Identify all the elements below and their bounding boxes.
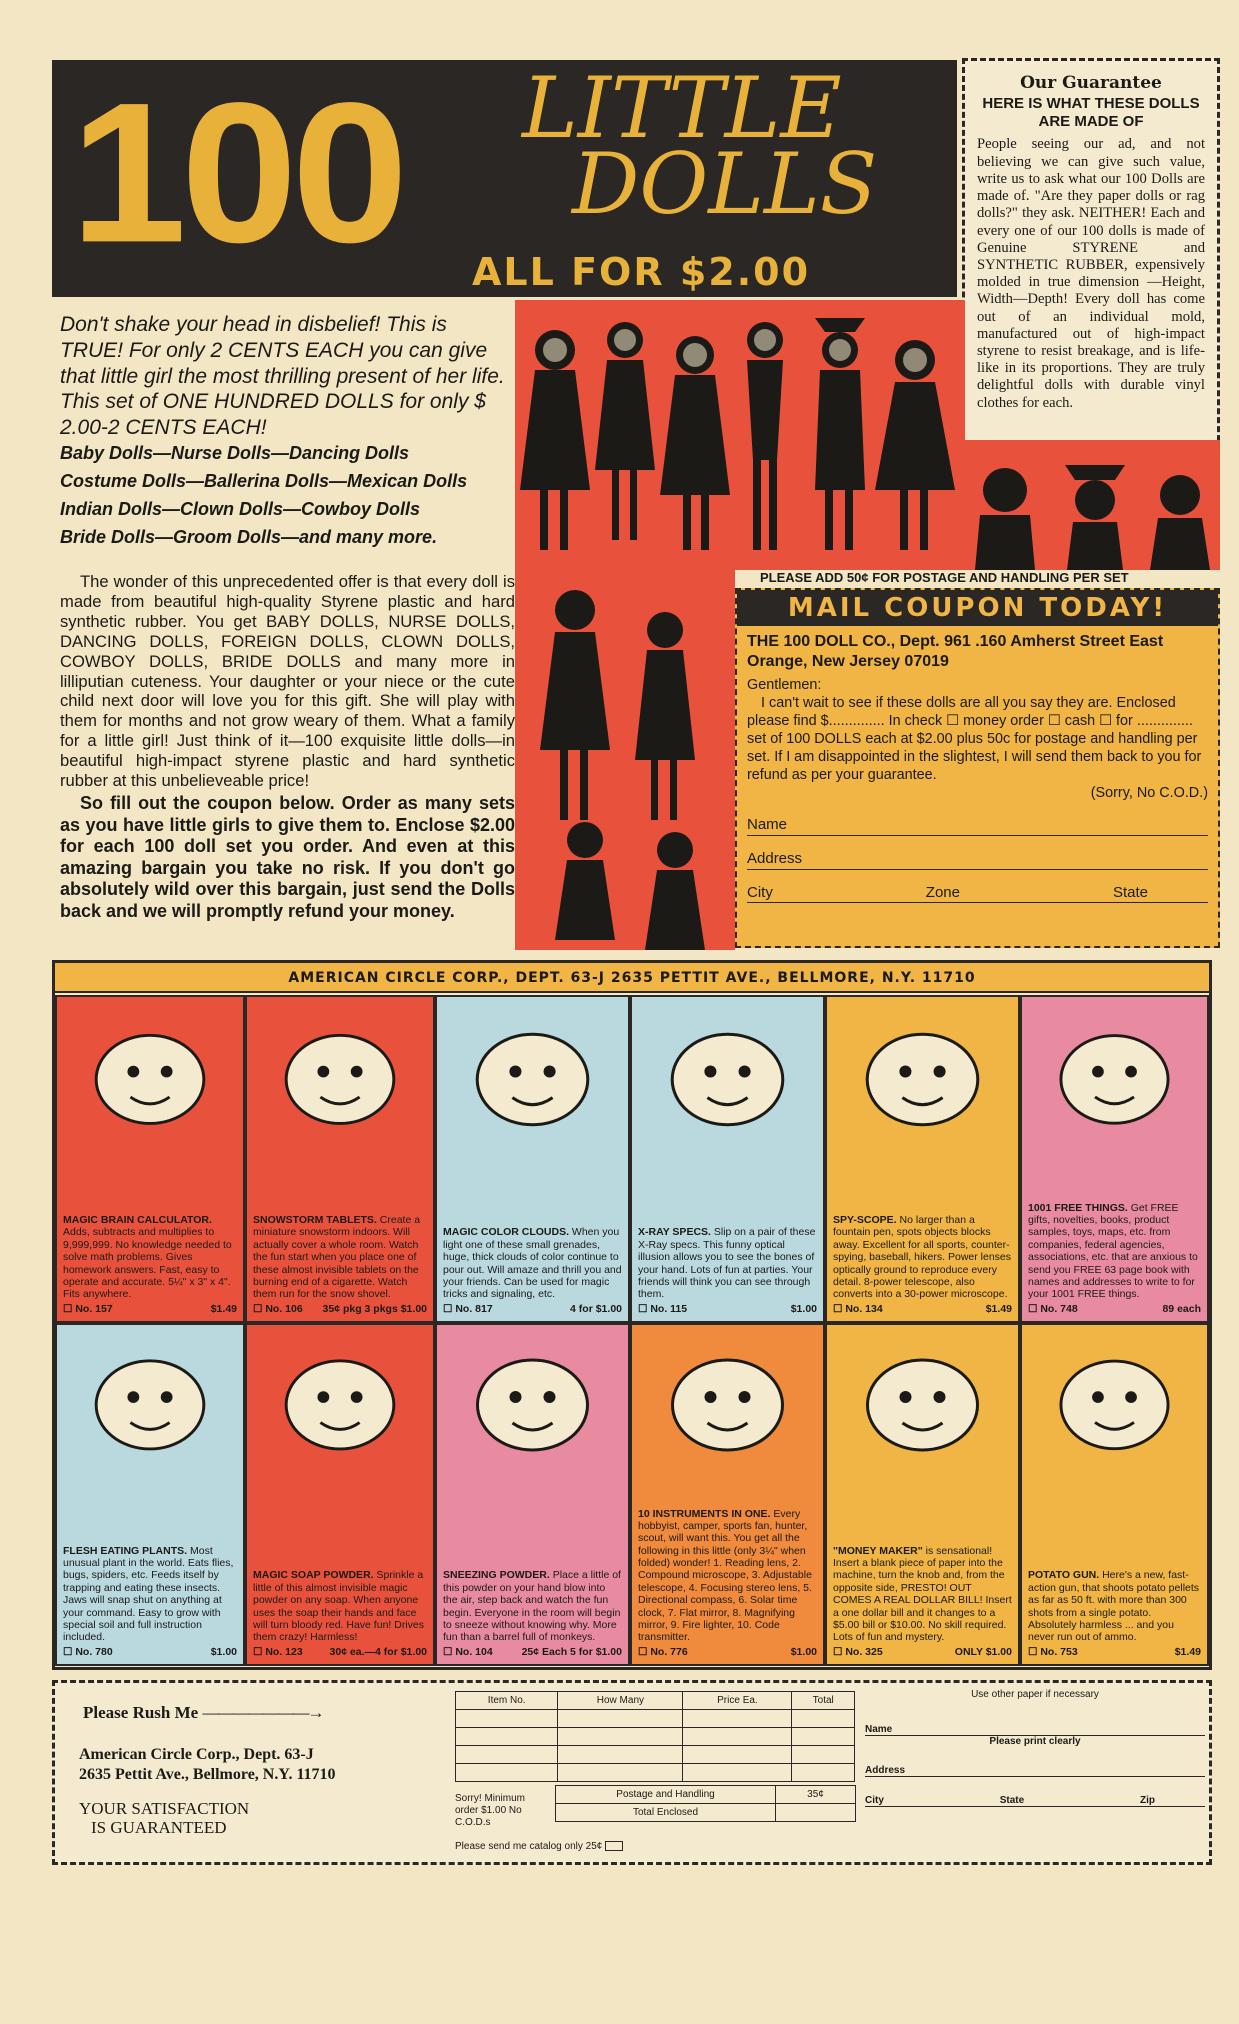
guarantee-title: Our Guarantee — [1020, 73, 1162, 93]
arrow-right-icon: ———————→ — [202, 1703, 323, 1722]
catalog-item-title: 1001 FREE THINGS. — [1028, 1201, 1128, 1214]
catalog-item-title: "MONEY MAKER" — [833, 1544, 923, 1557]
coupon-zone-label: Zone — [925, 883, 960, 901]
catalog-item — [435, 1323, 630, 1666]
dolls-column-icon — [515, 570, 735, 950]
catalog-item-number[interactable]: ☐ No. 106 — [253, 1302, 303, 1315]
minimum-order-note: Sorry! Minimum order $1.00 No C.O.D.s — [455, 1793, 526, 1828]
catalog-item-number[interactable]: ☐ No. 134 — [833, 1302, 883, 1315]
catalog-item-price: $1.00 — [790, 1645, 817, 1658]
order-row[interactable] — [456, 1764, 855, 1782]
headline-number: 100 — [70, 60, 403, 285]
mail-coupon[interactable] — [735, 588, 1220, 948]
dolls-illustration — [515, 300, 965, 570]
catalog-item-text — [1028, 1202, 1201, 1315]
catalog-item-art — [247, 1325, 433, 1475]
catalog-item-number[interactable]: ☐ No. 776 — [638, 1645, 688, 1658]
catalog-item-price: 30¢ ea.—4 for $1.00 — [329, 1645, 427, 1658]
novelty-illustration-icon — [1022, 1325, 1207, 1475]
col-qty: How Many — [558, 1692, 683, 1710]
coupon-address: THE 100 DOLL CO., Dept. 961 .160 Amherst Street East Orange, New Jersey 07019 — [747, 633, 1164, 670]
coupon-address-label: Address — [747, 849, 803, 867]
catalog-item — [630, 1323, 825, 1666]
order-city-field[interactable]: City State Zip — [865, 1785, 1205, 1807]
total-value-field[interactable] — [776, 1804, 856, 1822]
col-price: Price Ea. — [683, 1692, 792, 1710]
novelty-illustration-icon — [247, 997, 433, 1152]
coupon-city-field[interactable] — [747, 870, 1208, 904]
satisfaction-line: YOUR SATISFACTION — [79, 1799, 250, 1818]
catalog-item-art — [1022, 1325, 1207, 1475]
catalog-item — [435, 995, 630, 1323]
catalog-item-number[interactable]: ☐ No. 748 — [1028, 1302, 1078, 1315]
coupon-text: I can't wait to see if these dolls are all you say they are. Enclosed please find $.............. In check ☐ money order ☐ cash ☐ for .............. set of 100 DOLLS each at $2.00 plus 50c for postage and handling per set. If I am disappointed in the slightest, I will send them back to you for refund as per your guarantee. — [747, 695, 1202, 783]
catalog-item-price: $1.00 — [210, 1645, 237, 1658]
catalog-heading: AMERICAN CIRCLE CORP., DEPT. 63-J 2635 PETTIT AVE., BELLMORE, N.Y. 11710 — [55, 963, 1209, 993]
catalog-item-title: SPY-SCOPE. — [833, 1214, 897, 1226]
catalog-item-desc: Create a miniature snowstorm indoors. Will actually cover a whole room. Watch the fun start when you place one of these almost invisible tablets on the burning end of a cigarette. Watch them run for the snow shovel. — [253, 1214, 421, 1301]
novelty-illustration-icon — [632, 1325, 823, 1475]
catalog-item-desc: Place a little of this powder on your hand blow into the air, step back and watch the fun begin. Everyone in the room will begin to sneeze without knowing why. More fun than a barrel full of monkeys. — [443, 1569, 621, 1644]
dolls-illustration-lower — [515, 570, 735, 950]
dolls-illustration-right — [965, 440, 1220, 570]
doll-types-line: Indian Dolls—Clown Dolls—Cowboy Dolls — [60, 498, 421, 519]
catalog-item-number[interactable]: ☐ No. 325 — [833, 1645, 883, 1658]
catalog-item — [1020, 995, 1209, 1323]
dolls-group-icon — [515, 300, 965, 570]
catalog-item-art — [632, 997, 823, 1152]
print-clearly-note: Please print clearly — [989, 1736, 1081, 1747]
catalog-item-art — [437, 1325, 628, 1475]
catalog-item-number[interactable]: ☐ No. 817 — [443, 1302, 493, 1315]
headline-little: LITTLE — [522, 59, 842, 157]
catalog-item-text — [443, 1569, 622, 1658]
catalog-item — [630, 995, 825, 1323]
order-company — [79, 1745, 336, 1785]
order-address-block — [865, 1689, 1205, 1807]
novelty-illustration-icon — [1022, 997, 1207, 1152]
catalog-item — [55, 995, 245, 1323]
novelty-illustration-icon — [632, 997, 823, 1152]
catalog-item — [245, 1323, 435, 1666]
catalog-item-number[interactable]: ☐ No. 753 — [1028, 1645, 1078, 1658]
novelty-illustration-icon — [437, 997, 628, 1152]
checkbox-icon[interactable] — [605, 1841, 623, 1851]
body-paragraph: The wonder of this unprecedented offer is that every doll is made from beautiful high-quality Styrene plastic and hard synthetic rubber. You get BABY DOLLS, NURSE DOLLS, DANCING DOLLS, FOREIGN DOLLS, CLOWN DOLLS, COWBOY DOLLS, BRIDE DOLLS and many more in lilliputian cuteness. Your daughter or your niece or the cute child next door will love you for this gift. She will play with them for months and not grow weary of them. What a family for a little girl! Just think of it—100 exquisite little dolls—in beautiful high-impact styrene plastic and hard synthetic rubber at this unbelieveable price! — [60, 572, 515, 791]
catalog-item — [825, 995, 1020, 1323]
catalog-item — [55, 1323, 245, 1666]
catalog-item-art — [437, 997, 628, 1152]
body-paragraph: So fill out the coupon below. Order as many sets as you have little girls to give them to. Enclose $2.00 for each 100 doll set you order. And even at this amazing bargain you take no risk. If you don't go absolutely wild over this bargain, just send the Dolls back and we will promptly refund your money. — [60, 792, 515, 921]
novelty-illustration-icon — [437, 1325, 628, 1475]
catalog-item-price: $1.00 — [790, 1302, 817, 1315]
catalog-item-title: X-RAY SPECS. — [638, 1226, 711, 1239]
catalog-item-price: $1.49 — [985, 1302, 1012, 1315]
catalog-item-desc: Every hobbyist, camper, sports fan, hunter, scout, will want this. You get all the following in this little (only 3¼" when folded) wonder! 1. Reading lens, 2. Compound microscope, 3. Adjustable telescope, 4. Focusing stereo lens, 5. Directional compass, 6. Solar time clock, 7. Flat mirror, 8. Magnifying mirror, 9. Fire lighter, 10. Code transmitter. — [638, 1507, 812, 1644]
catalog-item-text — [638, 1508, 817, 1659]
catalog-item-text — [833, 1214, 1012, 1315]
catalog-item-title: 10 INSTRUMENTS IN ONE. — [638, 1507, 771, 1520]
order-company-line: American Circle Corp., Dept. 63-J — [79, 1746, 314, 1763]
use-other-paper-note: Use other paper if necessary — [971, 1689, 1099, 1700]
coupon-salutation: Gentlemen: — [747, 677, 822, 693]
col-total: Total — [792, 1692, 855, 1710]
catalog-item-price: $1.49 — [1174, 1645, 1201, 1658]
headline-price: ALL FOR $2.00 — [472, 250, 811, 294]
catalog-item-desc: No larger than a fountain pen, spots objects blocks away. Excellent for all sports, counter-spying, baseball, hikers. Power lenses optically ground to reproduce every detail. 8-power telescope, also converts into a 30-power microscope. — [833, 1214, 1012, 1301]
doll-types-line: Baby Dolls—Nurse Dolls—Dancing Dolls — [60, 443, 410, 463]
coupon-address-field[interactable] — [747, 836, 1208, 870]
catalog-item-art — [57, 1325, 243, 1475]
novelty-catalog — [52, 960, 1212, 1670]
catalog-item-desc: Here's a new, fast-action gun, that shoots potato pellets as far as 50 ft. with more than 300 shots from a single potato. Absolutely harmless ... and you never run out of ammo. — [1028, 1569, 1200, 1644]
catalog-item-price: 4 for $1.00 — [570, 1302, 622, 1315]
catalog-item-price: 35¢ pkg 3 pkgs $1.00 — [322, 1302, 427, 1315]
coupon-city-label: City — [747, 883, 773, 901]
order-company-line: 2635 Pettit Ave., Bellmore, N.Y. 11710 — [79, 1766, 336, 1783]
novelty-illustration-icon — [827, 997, 1018, 1152]
novelty-illustration-icon — [247, 1325, 433, 1475]
catalog-item — [245, 995, 435, 1323]
catalog-item-art — [57, 997, 243, 1152]
catalog-item-art — [1022, 997, 1207, 1152]
coupon-heading: MAIL COUPON TODAY! — [737, 590, 1218, 626]
order-address-field[interactable]: Address — [865, 1755, 1205, 1777]
catalog-item-text — [63, 1214, 237, 1315]
catalog-item-title: MAGIC COLOR CLOUDS. — [443, 1226, 569, 1239]
catalog-item-text — [443, 1226, 622, 1315]
catalog-item-title: FLESH EATING PLANTS. — [63, 1544, 188, 1557]
order-row[interactable] — [456, 1710, 855, 1728]
catalog-item-desc: Slip on a pair of these X-Ray specs. This funny optical illusion allows you to see the bones of your hand. Lots of fun at parties. Your friends will think you can see through them. — [638, 1226, 816, 1301]
doll-types-line: Costume Dolls—Ballerina Dolls—Mexican Dolls — [60, 470, 468, 491]
catalog-item-price: 25¢ Each 5 for $1.00 — [521, 1645, 622, 1658]
satisfaction-guarantee — [79, 1800, 249, 1837]
catalog-item-desc: Get FREE gifts, novelties, books, product samples, toys, maps, etc. from companies, federal agencies, associations, etc. that are anxious to send you FREE 63 page book with names and addresses to write to for your 1001 FREE things. — [1028, 1201, 1198, 1301]
order-totals — [555, 1785, 856, 1822]
catalog-item-title: MAGIC SOAP POWDER. — [253, 1569, 374, 1582]
catalog-item-text — [253, 1214, 427, 1315]
order-row[interactable] — [456, 1728, 855, 1746]
catalog-item-text — [638, 1226, 817, 1315]
col-item: Item No. — [456, 1692, 558, 1710]
postage-note: PLEASE ADD 50¢ FOR POSTAGE AND HANDLING PER SET — [760, 570, 1129, 585]
catalog-item-art — [247, 997, 433, 1152]
catalog-item-number[interactable]: ☐ No. 123 — [253, 1645, 303, 1658]
catalog-item-title: POTATO GUN. — [1028, 1569, 1100, 1582]
coupon-name-field[interactable] — [747, 802, 1208, 836]
order-name-field[interactable]: Name — [865, 1714, 1205, 1736]
catalog-item-text — [833, 1545, 1012, 1658]
catalog-item-text — [253, 1569, 427, 1658]
catalog-item-desc: Adds, subtracts and multiplies to 9,999,999. No knowledge needed to solve math problems. Gives homework answers. Fast, easy to operate and accurate. 5¼" x 3" x 4". Fits anywhere. — [63, 1226, 232, 1301]
order-form[interactable] — [52, 1680, 1212, 1865]
catalog-item-price: 89 each — [1162, 1302, 1201, 1315]
coupon-state-label: State — [1112, 883, 1148, 901]
catalog-item-art — [827, 997, 1018, 1152]
catalog-item-title: SNOWSTORM TABLETS. — [253, 1214, 377, 1226]
headline-dolls: DOLLS — [572, 135, 878, 233]
doll-types-list — [60, 440, 530, 552]
coupon-no-cod: (Sorry, No C.O.D.) — [1090, 785, 1208, 801]
order-row[interactable] — [456, 1746, 855, 1764]
dolls-heads-icon — [965, 440, 1220, 570]
catalog-item — [825, 1323, 1020, 1666]
intro-text: Don't shake your head in disbelief! This is TRUE! For only 2 CENTS EACH you can give that little girl the most thrilling present of her life. This set of ONE HUNDRED DOLLS for only $ 2.00-2 CENTS EACH! — [60, 313, 505, 440]
catalog-item-number[interactable]: ☐ No. 115 — [638, 1302, 688, 1315]
catalog-item-title: MAGIC BRAIN CALCULATOR. — [63, 1214, 212, 1226]
catalog-item-number[interactable]: ☐ No. 157 — [63, 1302, 113, 1315]
catalog-item-number[interactable]: ☐ No. 104 — [443, 1645, 493, 1658]
catalog-item-text — [63, 1545, 237, 1658]
catalog-item-art — [827, 1325, 1018, 1475]
rush-label: Please Rush Me ———————→ — [83, 1703, 323, 1722]
catalog-item-price: ONLY $1.00 — [954, 1645, 1012, 1658]
guarantee-heading: HERE IS WHAT THESE DOLLS ARE MADE OF — [982, 95, 1200, 130]
catalog-only-note[interactable]: Please send me catalog only 25¢ — [455, 1841, 623, 1852]
catalog-item-art — [632, 1325, 823, 1475]
catalog-item-desc: Sprinkle a little of this almost invisible magic powder on any soap. When anyone uses the soap their hands and face will turn bloody red. Have fun! Drives them crazy! Harmless! — [253, 1569, 424, 1644]
postage-value: 35¢ — [776, 1786, 856, 1804]
catalog-item-desc: is sensational! Insert a blank piece of paper into the machine, turn the knob and, from the opposite side, PRESTO! OUT COMES A REAL DOLLAR BILL! Insert a one dollar bill and it changes to a $5.00 bill or $10.00. No skill required. Lots of fun and mystery. — [833, 1544, 1012, 1644]
order-table[interactable] — [455, 1691, 855, 1782]
novelty-illustration-icon — [57, 997, 243, 1152]
catalog-item-price: $1.49 — [210, 1302, 237, 1315]
body-copy — [60, 572, 515, 925]
catalog-item-title: SNEEZING POWDER. — [443, 1569, 550, 1582]
headline-banner — [52, 60, 957, 297]
doll-types-line: Bride Dolls—Groom Dolls—and many more. — [60, 526, 438, 547]
postage-label: Postage and Handling — [556, 1786, 776, 1804]
catalog-item — [1020, 1323, 1209, 1666]
catalog-item-desc: Most unusual plant in the world. Eats flies, bugs, spiders, etc. Feeds itself by trapping and eating these insects. Jaws will snap shut on anything at your command. Easy to grow with special soil and full instruction included. — [63, 1544, 234, 1644]
guarantee-box — [962, 58, 1220, 504]
total-label: Total Enclosed — [556, 1804, 776, 1822]
coupon-name-label: Name — [747, 816, 788, 833]
novelty-illustration-icon — [57, 1325, 243, 1475]
catalog-item-text — [1028, 1569, 1201, 1658]
catalog-item-number[interactable]: ☐ No. 780 — [63, 1645, 113, 1658]
catalog-item-desc: When you light one of these small grenades, huge, thick clouds of color continue to pour out. Will amaze and thrill you and your friends. Can be used for magic tricks and signaling, etc. — [443, 1226, 622, 1301]
novelty-illustration-icon — [827, 1325, 1018, 1475]
guarantee-body: People seeing our ad, and not believing we can give such value, write us to ask what our 100 Dolls are made of. "Are they paper dolls or rag dolls?" they ask. NEITHER! Each and every one of our 100 dolls is made of Genuine STYRENE and SYNTHETIC RUBBER, expensively molded in true dimension —Height, Width—Depth! Every doll has come out of an individual mold, manufactured out of high-impact styrene to resist breakage, and is life-like in its proportions. They are truly delightful dolls with durable vinyl clothes for each. — [977, 136, 1205, 411]
satisfaction-line: IS GUARANTEED — [91, 1817, 227, 1837]
